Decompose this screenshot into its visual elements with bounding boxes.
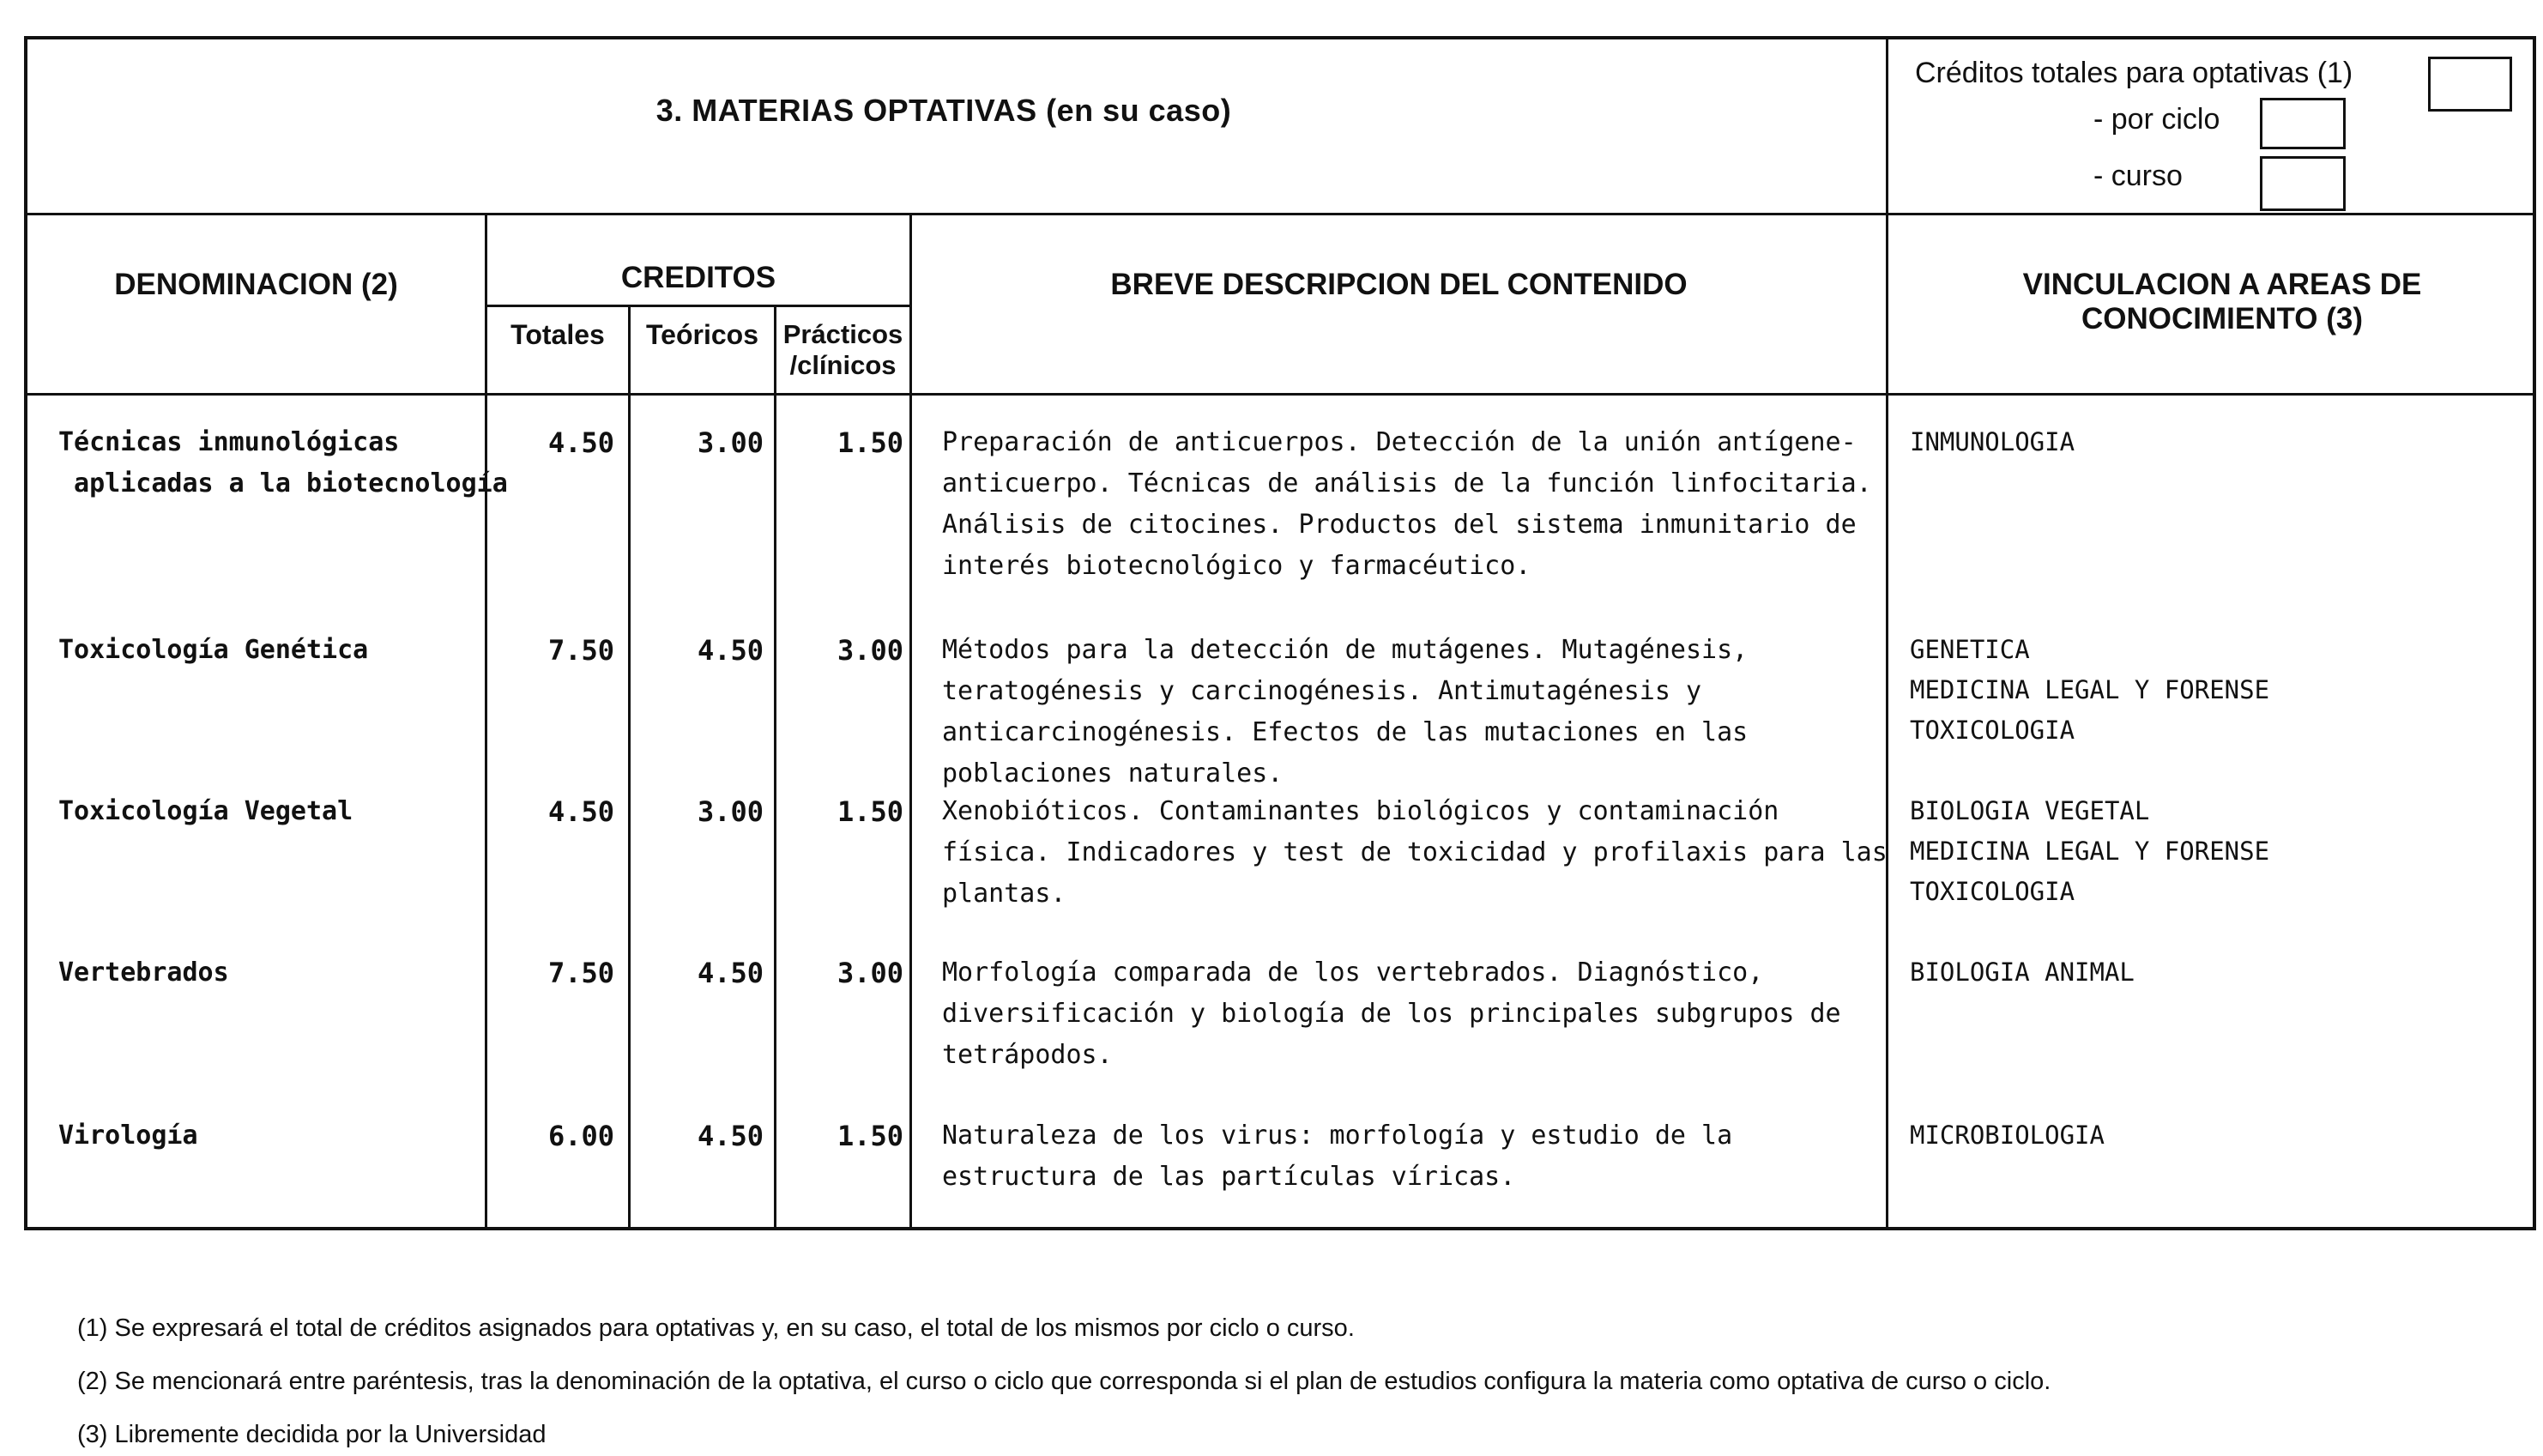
column-header-totales: Totales [510, 319, 605, 350]
credits-totales: 6.00 [547, 1120, 614, 1152]
subject-description: Xenobióticos. Contaminantes biológicos y contaminación física. Indicadores y test de toxicidad y profilaxis para las plantas. [942, 796, 1888, 909]
column-header-vinculacion: VINCULACION A AREAS DE CONOCIMIENTO (3) [2022, 268, 2422, 335]
column-header-practicos: Prácticos /clínicos [782, 319, 903, 380]
subject-name: Virología [58, 1121, 198, 1151]
column-header-descripcion: BREVE DESCRIPCION DEL CONTENIDO [1110, 268, 1688, 301]
per-course-box[interactable] [2260, 156, 2346, 211]
knowledge-areas: MICROBIOLOGIA [1910, 1121, 2105, 1150]
credits-teoricos: 4.50 [697, 634, 764, 667]
knowledge-areas: BIOLOGIA ANIMAL [1910, 958, 2135, 987]
subject-description: Naturaleza de los virus: morfología y estudio de la estructura de las partículas víricas. [942, 1121, 1733, 1192]
knowledge-areas: GENETICA MEDICINA LEGAL Y FORENSE TOXICOLOGIA [1910, 635, 2270, 745]
column-header-teoricos: Teóricos [646, 319, 758, 350]
per-cycle-box[interactable] [2260, 98, 2346, 149]
footnote-3: (3) Libremente decidida por la Universidad [77, 1421, 547, 1448]
section-title: 3. MATERIAS OPTATIVAS (en su caso) [655, 93, 1232, 128]
subject-description: Métodos para la detección de mutágenes. Mutagénesis, teratogénesis y carcinogénesis. Antimutagénesis y anticarcinogénesis. Efectos de las mutaciones en las poblaciones naturales. [942, 635, 1749, 788]
credits-totales: 4.50 [547, 795, 614, 828]
knowledge-areas: BIOLOGIA VEGETAL MEDICINA LEGAL Y FORENSE TOXICOLOGIA [1910, 796, 2270, 906]
header-divider [24, 213, 2536, 215]
credits-teoricos: 4.50 [697, 957, 764, 989]
subject-name: Técnicas inmunológicas aplicadas a la biotecnología [58, 427, 508, 498]
column-header-denominacion: DENOMINACION (2) [114, 268, 398, 301]
practicos-column-divider [909, 213, 912, 1230]
subject-name: Vertebrados [58, 958, 229, 988]
credits-totales: 7.50 [547, 957, 614, 989]
subject-name: Toxicología Vegetal [58, 796, 353, 826]
columns-divider [24, 393, 2536, 396]
credits-practicos: 3.00 [837, 634, 903, 667]
footnote-2: (2) Se mencionará entre paréntesis, tras la denominación de la optativa, el curso o ciclo que corresponda si el plan de estudios configura la materia como optativa de curso o ciclo. [77, 1368, 2051, 1395]
credits-practicos: 1.50 [837, 795, 903, 828]
footnote-1: (1) Se expresará el total de créditos asignados para optativas y, en su caso, el total de los mismos por ciclo o curso. [77, 1314, 1355, 1342]
subject-name: Toxicología Genética [58, 635, 369, 665]
per-course-label: - curso [2093, 160, 2183, 192]
per-cycle-label: - por ciclo [2093, 103, 2220, 136]
credits-total-label: Créditos totales para optativas (1) [1915, 57, 2353, 89]
subject-description: Preparación de anticuerpos. Detección de la unión antígene-anticuerpo. Técnicas de análisis de la función linfocitaria. Análisis de citocines. Productos del sistema inmunitario de interés biotecnológico y farmacéutico. [942, 427, 1872, 581]
credits-teoricos: 3.00 [697, 426, 764, 459]
creditos-subdivider [485, 305, 909, 307]
credits-practicos: 1.50 [837, 426, 903, 459]
credits-practicos: 1.50 [837, 1120, 903, 1152]
column-header-creditos: CREDITOS [620, 261, 776, 294]
name-column-divider [485, 213, 487, 1230]
credits-teoricos: 4.50 [697, 1120, 764, 1152]
credits-teoricos: 3.00 [697, 795, 764, 828]
subject-description: Morfología comparada de los vertebrados. Diagnóstico, diversificación y biología de los principales subgrupos de tetrápodos. [942, 958, 1841, 1070]
credits-totales: 4.50 [547, 426, 614, 459]
knowledge-areas: INMUNOLOGIA [1910, 427, 2075, 456]
credits-practicos: 3.00 [837, 957, 903, 989]
credits-total-box[interactable] [2428, 57, 2512, 112]
credits-totales: 7.50 [547, 634, 614, 667]
